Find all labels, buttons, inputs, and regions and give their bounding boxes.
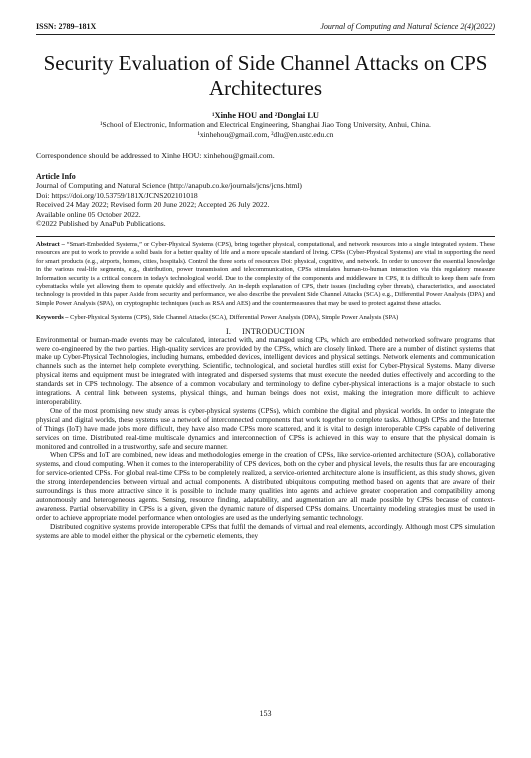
keywords: [36, 314, 495, 322]
article-info-copyright: ©2022 Published by AnaPub Publications.: [36, 219, 166, 229]
abstract: [36, 241, 495, 308]
abstract-rule: [36, 236, 495, 237]
affiliation: ¹School of Electronic, Information and Electrical Engineering, Shanghai Jiao Tong University, Anhui, China.: [100, 120, 431, 129]
journal-citation: Journal of Computing and Natural Science 2(4)(2022): [320, 22, 495, 31]
article-info-online: Available online 05 October 2022.: [36, 209, 141, 219]
author-emails: ¹xinhehou@gmail.com, ²dlu@en.ustc.edu.cn: [197, 130, 334, 139]
abstract-label: Abstract –: [36, 240, 65, 248]
authors: ¹Xinhe HOU and ²Donglai LU: [212, 111, 319, 120]
abstract-text: “Smart-Embedded Systems,” or Cyber-Physical Systems (CPS), bring together physical, computational, and network resources into a single integrated system. These resources are put to work to provide a solid basis for a better quality of life and a more upscale standard of living. CPSs (Cyber-Physical Systems) are vital in supporting the need for smart products (e.g., airports, homes, cities, hospitals). Control the three sorts of resources Doi: physical, cognitive, and network. In order to uncover the essential knowledge in the various real-life segments, e.g., distribution, power transmission and telecommunication, CPSs stimulates human-to-human interaction via this regulatory measure Information security is a critical concern in today's technological world. Due to the complexity of the components and middleware in CPS, it is difficult to keep them safe from cyberattacks while yet allowing them to operate quickly and effectively. An in-depth explanation of CPS, their issues (including cyber threats), characteristics, and associated technology is provided in this paper Aside from security and performance, we also describe the prevalent Side Channel Attacks (SCA) e.g., Differential Power Analysis (DPA) and Simple Power Analysis (SPA), on cryptographic techniques (such as RSA and AES) and the countermeasures that may be used to protect against these attacks.: [36, 240, 495, 307]
issn-label: ISSN: 2789–181X: [36, 22, 97, 31]
paragraph: When CPSs and IoT are combined, new ideas and methodologies emerge in the creation of CPSs, like service-oriented architecture (SOA), collaborative systems, and cloud computing. When it comes to the interoperability of CPS devices, both on the cyber and physical levels, the results thus far are encouraging for service-oriented CPSs. For global real-time CPSs to be completely realized, a service-oriented architecture alone is insufficient, as this study shows, given the strong interdependencies between virtual and actual components. A distributed ubiquitous computing method based on agents that are aware of their surroundings is thus more attractive since it is possible to include many qualities into agents and achieve greater cooperation and compatibility among autonomously and heterogeneous agents. Sensing, resource finding, adaptability, and augmentation are all made possible by CPSs because of context-awareness. Partial observability in CPSs is a given, given the dynamic nature of dispersed CPSs domains. Uncertainty modeling strategies must be used in order to achieve appropriate model performance when ontologies are used as the underlying semantic technology.: [36, 451, 495, 522]
paragraph: One of the most promising new study areas is cyber-physical systems (CPSs), which combine the digital and physical worlds. In order to integrate the physical and digital worlds, these systems use a network of interconnected components that work together to complete tasks. Although CPSs and the Internet of Things (IoT) have made jobs more difficult, they have also made CPSs more scattered, and it is vital to design interoperable CPSs capable of delivering services on time. Distributed real-time multiscale dynamics and interconnection of CPSs is achieved in this way to ensure that the physical domain is monitored and controlled in a trustworthy, safe and secure manner.: [36, 406, 495, 451]
keywords-text: Cyber-Physical Systems (CPS), Side Channel Attacks (SCA), Differential Power Analysis (DPA), Simple Power Analysis (SPA): [70, 314, 399, 322]
correspondence: Correspondence should be addressed to Xinhe HOU: xinhehou@gmail.com.: [36, 151, 275, 160]
article-info-journal: Journal of Computing and Natural Science (http://anapub.co.ke/journals/jcns/jcns.html): [36, 181, 302, 190]
article-info-heading: Article Info: [36, 172, 76, 181]
section-heading: I. INTRODUCTION: [226, 326, 305, 336]
article-info-doi: Doi: https://doi.org/10.53759/181X/JCNS202101018: [36, 190, 198, 200]
article-info-dates: Received 24 May 2022; Revised form 20 June 2022; Accepted 26 July 2022.: [36, 200, 270, 210]
paragraph: Distributed cognitive systems provide interoperable CPSs that fulfil the demands of virtual and real elements, accordingly. Although most CPS simulation systems are able to model either the physical or the cybernetic elements, they: [36, 522, 495, 540]
paper-title: Security Evaluation of Side Channel Attacks on CPS Architectures: [43, 51, 488, 100]
header-rule: [36, 34, 495, 35]
keywords-label: Keywords –: [36, 314, 69, 322]
running-header: [36, 22, 495, 31]
paragraph: Environmental or human-made events may be calculated, interacted with, and managed using CPs, which are embedded networked software programs that were co-engineered by the two parties. High-quality services are provided by the CPSs, which are closely linked. There are a number of distinct systems that make up Cyber-Physical Technologies, including humans, embedded devices, intelligent devices and physical settings. Network elements and communication channels such as the internet help complete everything. Scientific, technological, and societal hurdles still exist for Cyber-Physical Systems. Many diverse physical items and equipment must be integrated with integrated and dispersed systems that must execute the needed duties effectively and according to the standards set in CPS technology. The absence of a common vocabulary and terminology to define cyber-physical interactions is a major obstacle to such integrations. A central link between systems, physical things, and human beings does not exist, making the integration more difficult to achieve interoperability.: [36, 335, 495, 406]
page-number: 153: [259, 709, 272, 718]
